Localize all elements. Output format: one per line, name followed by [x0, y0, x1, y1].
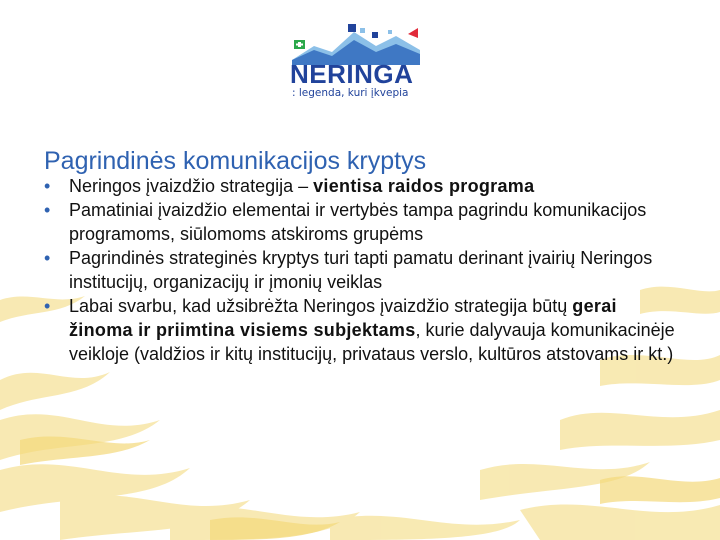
bullet-text: Pamatiniai įvaizdžio elementai ir vertybės tampa pagrindu komunikacijos programoms, siūlomoms atskiroms grupėms: [69, 200, 647, 244]
neringa-logo: [284, 20, 434, 102]
bullet-emphasis: gerai žinoma ir priimtina visiems subjektams: [69, 296, 617, 340]
logo-tagline: : legenda, kuri įkvepia: [292, 87, 409, 99]
bullet-list: [44, 174, 684, 366]
bullet-item: [44, 246, 684, 294]
bullet-text: Neringos įvaizdžio strategija –: [69, 176, 314, 196]
bullet-item: [44, 174, 684, 198]
bullet-text: Pagrindinės strateginės kryptys turi tapti pamatu derinant įvairių Neringos institucijų, organizacijų ir įmonių veiklas: [69, 248, 653, 292]
bullet-text: Labai svarbu, kad užsibrėžta Neringos įvaizdžio strategija būtų: [69, 296, 573, 316]
bullet-emphasis: vientisa raidos programa: [313, 176, 535, 196]
slide-title: Pagrindinės komunikacijos kryptys: [44, 146, 427, 175]
bullet-item: [44, 294, 684, 366]
logo-wordmark: NERINGA: [290, 59, 414, 89]
bullet-text: , kurie dalyvauja komunikacinėje veikloje (valdžios ir kitų institucijų, privataus verslo, kultūros atstovams ir kt.): [69, 320, 675, 364]
bullet-item: [44, 198, 684, 246]
